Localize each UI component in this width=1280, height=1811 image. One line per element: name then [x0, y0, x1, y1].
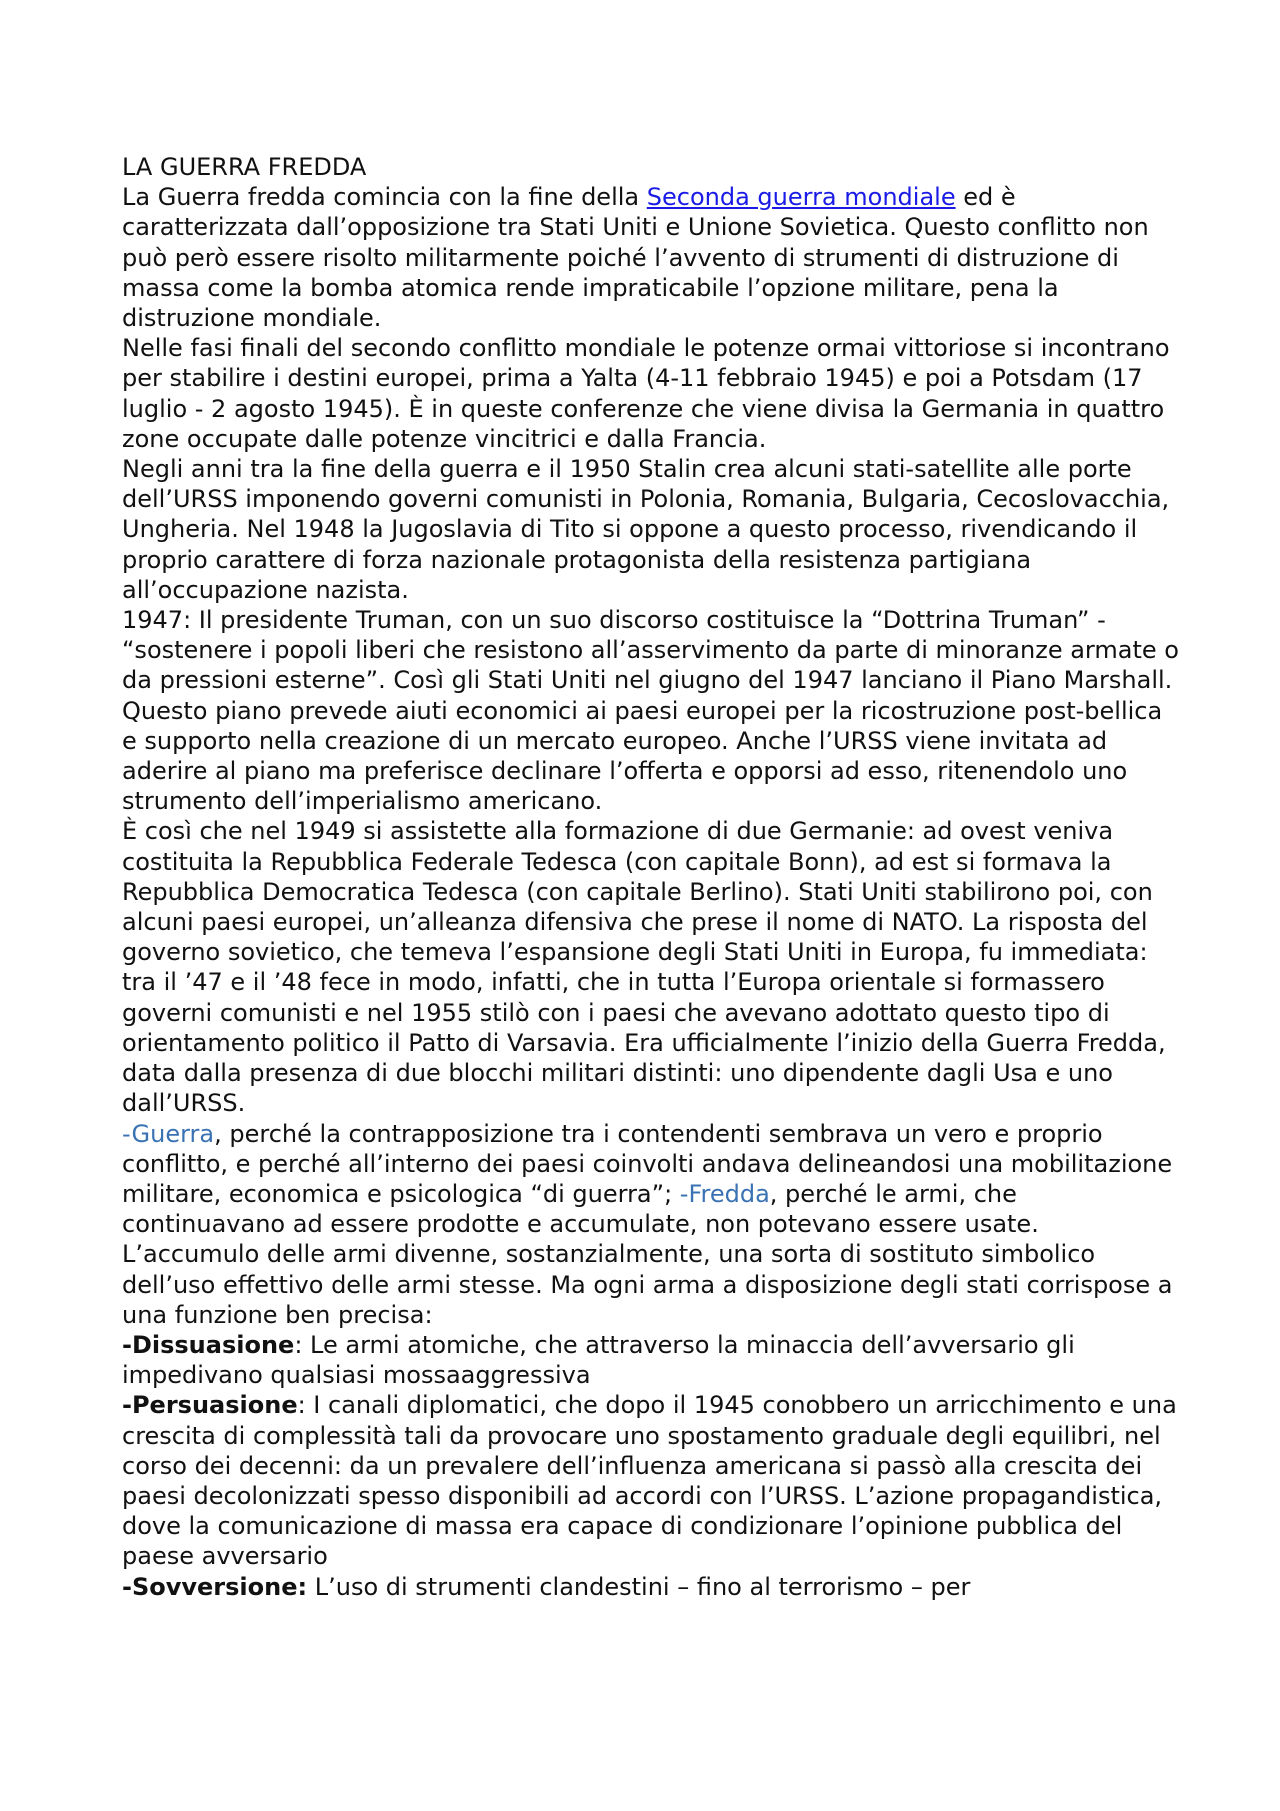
paragraph-dottrina-truman: 1947: Il presidente Truman, con un suo discorso costituisce la “Dottrina Truman” - “sostenere i popoli liberi che resistono all’asservimento da parte di minoranze armate o da pressioni esterne”. Così gli Stati Uniti nel giugno del 1947 lanciano il Piano Marshall. Questo piano prevede aiuti economici ai paesi europei per la ricostruzione post-bellica e supporto nella creazione di un mercato europeo. Anche l’URSS viene invitata ad aderire al piano ma preferisce declinare l’offerta e opporsi ad esso, ritenendolo uno strumento dell’imperialismo americano. [122, 606, 1179, 816]
term-sovversione: -Sovversione: [122, 1572, 308, 1601]
paragraph-sovversione [122, 1572, 1182, 1602]
paragraph-intro-text-after: ed è caratterizzata dall’opposizione tra Stati Uniti e Unione Sovietica. Questo conflitto non può però essere risolto militarmente poiché l’avvento di strumenti di distruzione di massa come la bomba atomica rende impraticabile l’opzione militare, pena la distruzione mondiale. [122, 183, 1149, 333]
term-guerra: -Guerra [122, 1119, 215, 1148]
paragraph-due-germanie: È così che nel 1949 si assistette alla formazione di due Germanie: ad ovest veniva costituita la Repubblica Federale Tedesca (con capitale Bonn), ad est si formava la Repubblica Democratica Tedesca (con capitale Berlino). Stati Uniti stabilirono poi, con alcuni paesi europei, un’alleanza difensiva che prese il nome di NATO. La risposta del governo sovietico, che temeva l’espansione degli Stati Uniti in Europa, fu immediata: tra il ’47 e il ’48 fece in modo, infatti, che in tutta l’Europa orientale si formassero governi comunisti e nel 1955 stilò con i paesi che avevano adottato questo tipo di orientamento politico il Patto di Varsavia. Era ufficialmente l’inizio della Guerra Fredda, data dalla presenza di due blocchi militari distinti: uno dipendente dagli Usa e uno dall’URSS. [122, 817, 1166, 1118]
term-sovversione-text: L’uso di strumenti clandestini – fino al terrorismo – per [307, 1572, 971, 1601]
paragraph-persuasione [122, 1390, 1182, 1571]
term-persuasione-text: : I canali diplomatici, che dopo il 1945 conobbero un arricchimento e una crescita di complessità tali da provocare uno spostamento graduale degli equilibri, nel corso dei decenni: da un prevalere dell’influenza americana si passò alla crescita dei paesi decolonizzati spesso disponibili ad accordi con l’URSS. L’azione propagandistica, dove la comunicazione di massa era capace di condizionare l’opinione pubblica del paese avversario [122, 1391, 1177, 1571]
term-guerra-text: , perché la contrapposizione tra i contendenti sembrava un vero e proprio conflitto, e perché all’interno dei paesi coinvolti andava delineandosi una mobilitazione militare, economica e psicologica “di guerra”; [122, 1119, 1173, 1208]
term-fredda-text: , perché le armi, che continuavano ad essere prodotte e accumulate, non potevano essere usate. [122, 1179, 1039, 1239]
paragraph-accumulo-armi: L’accumulo delle armi divenne, sostanzialmente, una sorta di sostituto simbolico dell’uso effettivo delle armi stesse. Ma ogni arma a disposizione degli stati corrispose a una funzione ben precisa: [122, 1240, 1173, 1329]
paragraph-dissuasione [122, 1330, 1182, 1390]
term-persuasione: -Persuasione [122, 1391, 298, 1420]
document-title: LA GUERRA FREDDA [122, 153, 367, 181]
term-dissuasione-text: : Le armi atomiche, che attraverso la minaccia dell’avversario gli impedivano qualsiasi mossaaggressiva [122, 1330, 1075, 1390]
paragraph-guerra-fredda-definizione [122, 1119, 1182, 1240]
paragraph-intro [122, 182, 1182, 333]
term-fredda: -Fredda [679, 1179, 770, 1208]
document-body [122, 152, 1182, 1602]
term-dissuasione: -Dissuasione [122, 1330, 295, 1359]
paragraph-intro-text-before: La Guerra fredda comincia con la fine della [122, 183, 647, 212]
seconda-guerra-mondiale-link[interactable]: Seconda guerra mondiale [646, 183, 956, 212]
paragraph-yalta-potsdam: Nelle fasi finali del secondo conflitto mondiale le potenze ormai vittoriose si incontrano per stabilire i destini europei, prima a Yalta (4-11 febbraio 1945) e poi a Potsdam (17 luglio - 2 agosto 1945). È in queste conferenze che viene divisa la Germania in quattro zone occupate dalle potenze vincitrici e dalla Francia. [122, 334, 1170, 453]
paragraph-stati-satellite: Negli anni tra la fine della guerra e il 1950 Stalin crea alcuni stati-satellite alle porte dell’URSS imponendo governi comunisti in Polonia, Romania, Bulgaria, Cecoslovacchia, Ungheria. Nel 1948 la Jugoslavia di Tito si oppone a questo processo, rivendicando il proprio carattere di forza nazionale protagonista della resistenza partigiana all’occupazione nazista. [122, 455, 1170, 604]
